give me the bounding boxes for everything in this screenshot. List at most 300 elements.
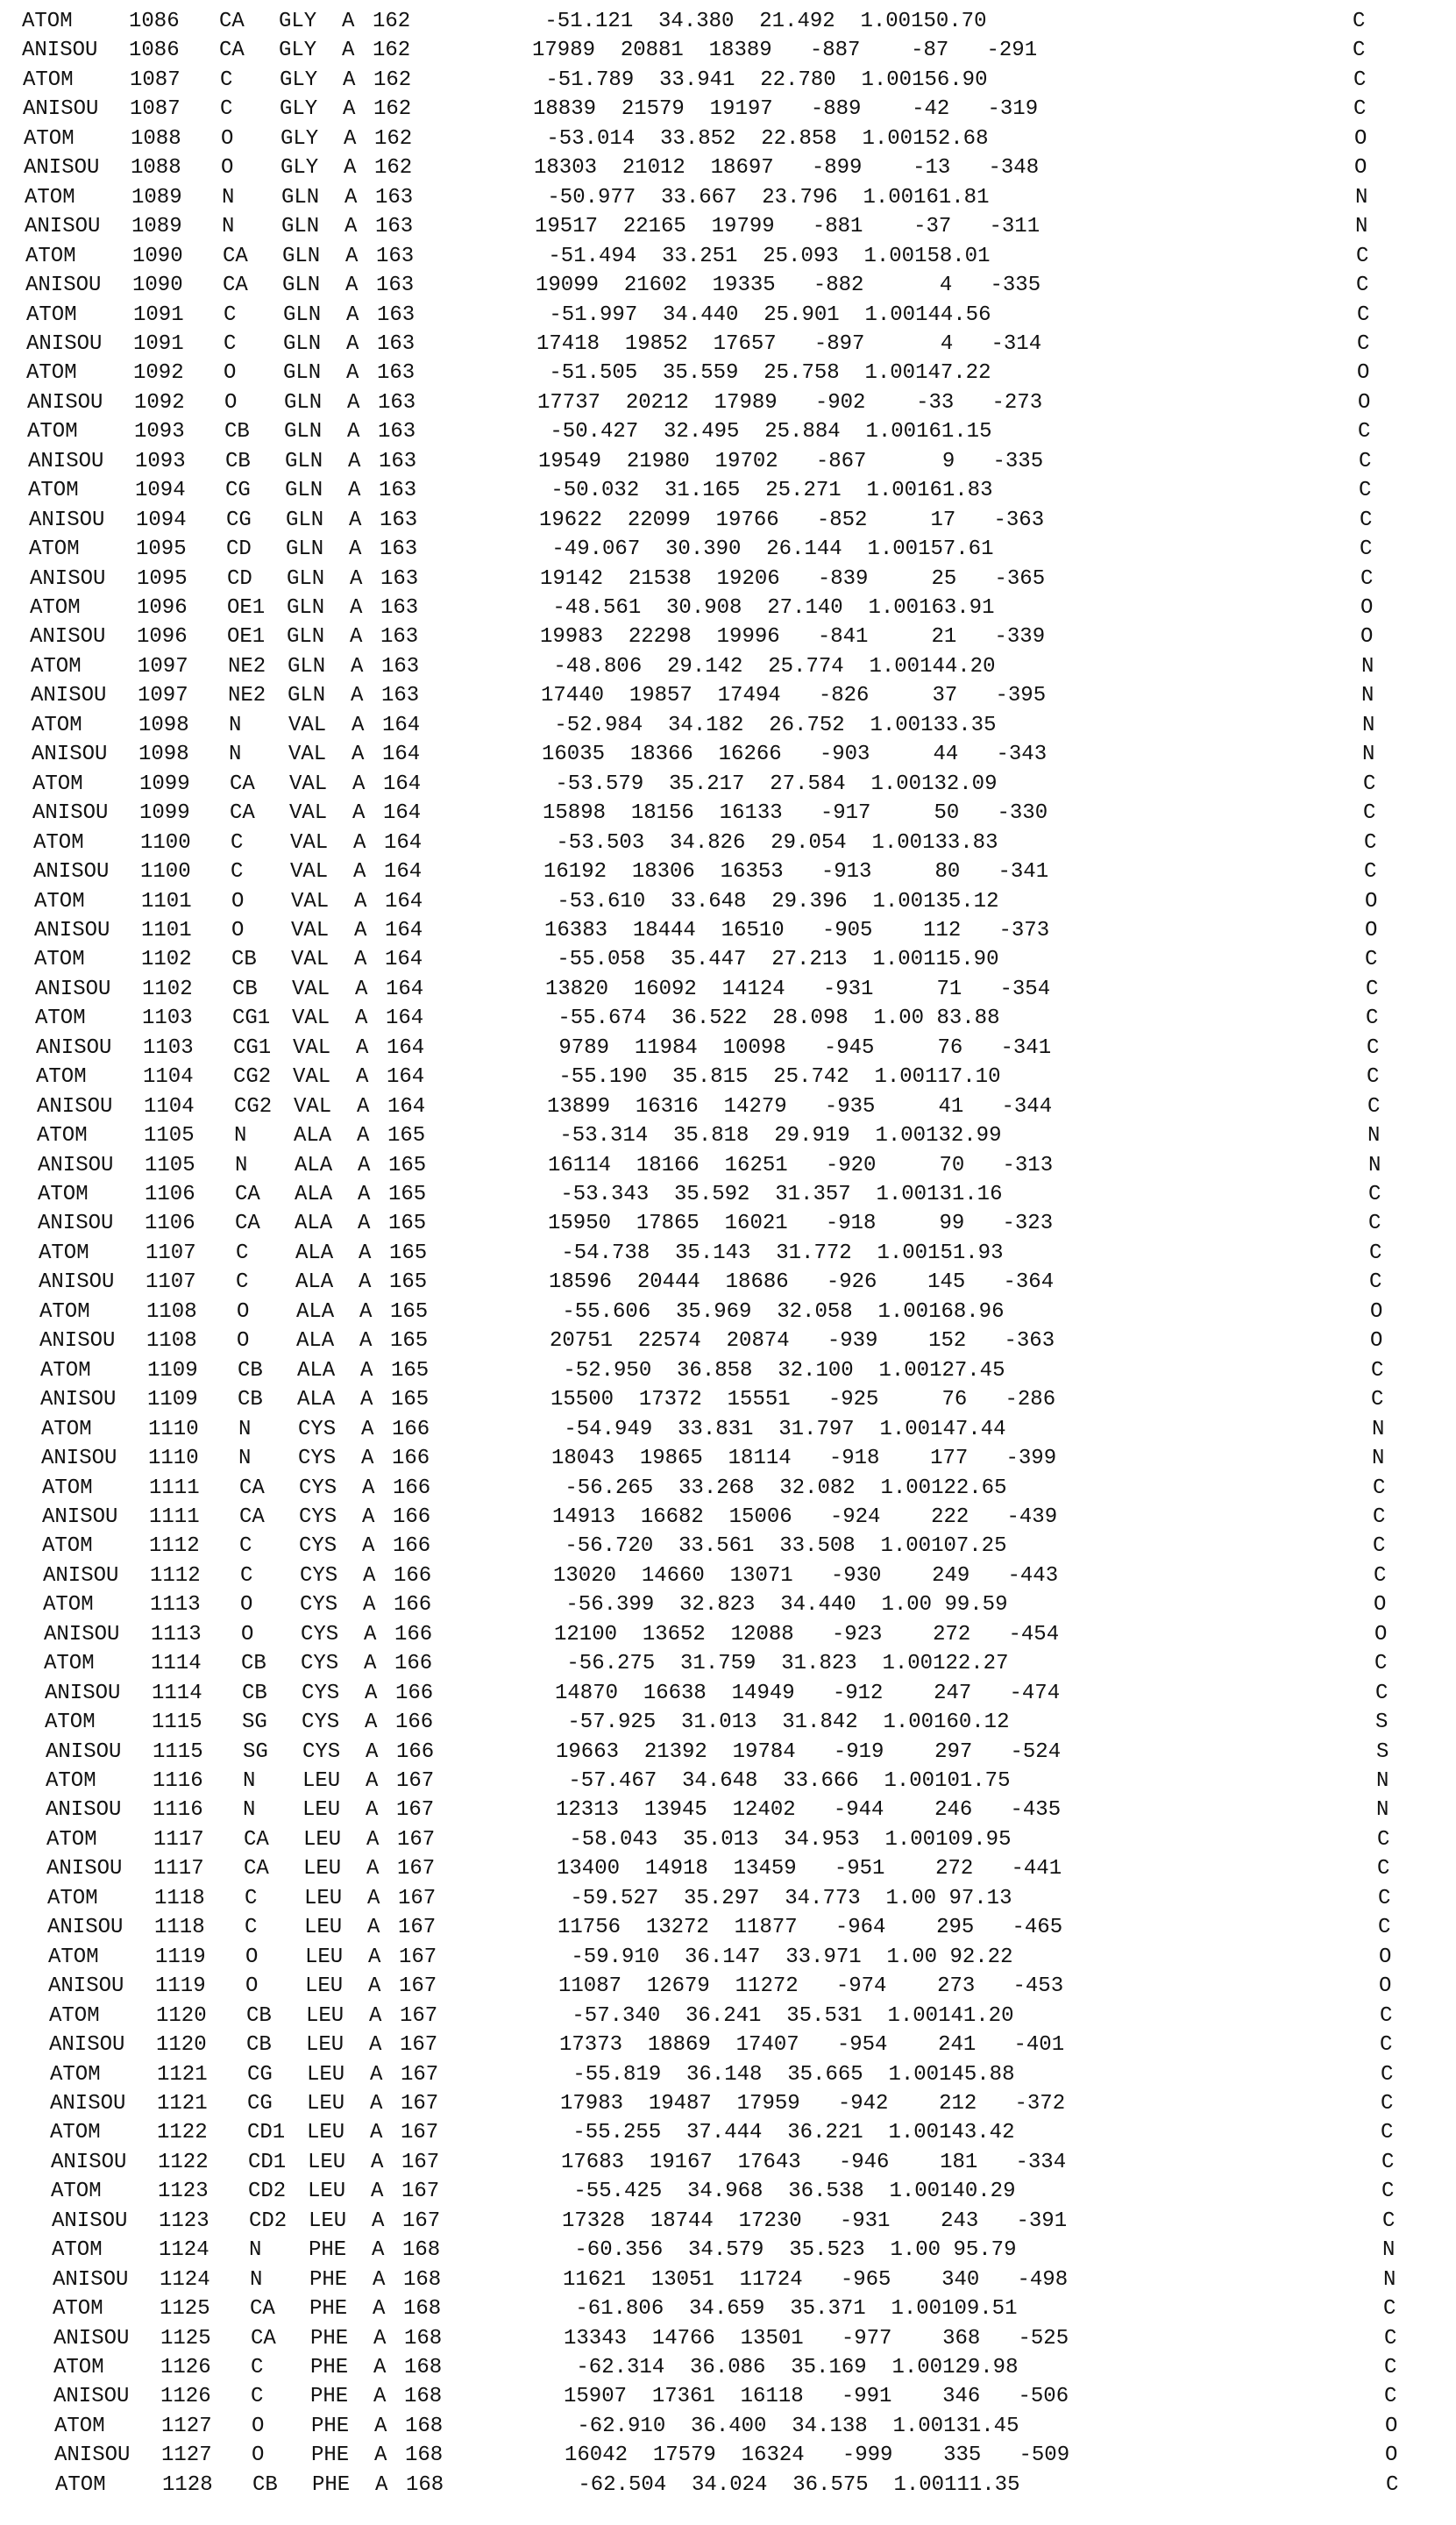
residue-name: PHE <box>310 2326 349 2351</box>
residue-number: 167 <box>398 1886 437 1910</box>
residue-name: GLY <box>279 10 317 33</box>
chain-id: A <box>373 2326 387 2351</box>
chain-id: A <box>352 713 365 737</box>
chain-id: A <box>354 918 367 942</box>
atom-record-row <box>18 1356 1456 1385</box>
atom-serial: 1103 <box>143 1035 194 1060</box>
residue-name: GLN <box>281 215 320 239</box>
residue-name: LEU <box>306 2033 344 2058</box>
atom-serial: 1119 <box>155 1945 206 1969</box>
residue-number: 167 <box>401 2091 439 2116</box>
anisou-record-row <box>4 330 1456 359</box>
element-symbol: C <box>1373 1476 1386 1500</box>
coordinate-data: -48.806 29.142 25.774 1.00144.20 <box>541 654 996 679</box>
chain-id: A <box>354 889 367 914</box>
anisou-record-row <box>10 740 1456 769</box>
record-type: ATOM <box>34 889 85 914</box>
element-symbol: O <box>1374 1622 1388 1647</box>
element-symbol: C <box>1384 2356 1397 2379</box>
atom-record-row <box>25 1825 1456 1854</box>
record-type: ANISOU <box>49 2033 125 2058</box>
element-symbol: C <box>1383 2297 1396 2322</box>
residue-number: 168 <box>405 2443 444 2468</box>
record-type: ATOM <box>48 1945 99 1969</box>
atom-record-row <box>24 1767 1456 1796</box>
chain-id: A <box>373 2356 387 2379</box>
element-symbol: C <box>1374 1563 1387 1588</box>
atom-serial: 1124 <box>159 2238 210 2263</box>
atom-name: C <box>236 1270 249 1295</box>
atom-name: CB <box>242 1681 267 1705</box>
anisou-record-row <box>9 681 1456 710</box>
coordinate-data: 12313 13945 12402 -944 246 -435 <box>556 1798 1062 1823</box>
atom-serial: 1096 <box>137 596 188 620</box>
atom-serial: 1111 <box>149 1476 200 1500</box>
residue-number: 166 <box>393 1504 431 1529</box>
chain-id: A <box>359 1241 372 1265</box>
residue-number: 164 <box>387 1094 426 1119</box>
atom-name: CB <box>246 2003 272 2028</box>
residue-number: 163 <box>375 215 414 239</box>
record-type: ANISOU <box>23 97 99 122</box>
residue-number: 163 <box>380 596 419 620</box>
anisou-record-row <box>13 975 1456 1004</box>
residue-name: GLN <box>287 625 325 650</box>
residue-name: GLY <box>280 97 318 122</box>
atom-serial: 1118 <box>154 1886 205 1910</box>
coordinate-data: 19549 21980 19702 -867 9 -335 <box>538 449 1044 473</box>
element-symbol: C <box>1377 1827 1390 1852</box>
anisou-record-row <box>7 506 1456 535</box>
element-symbol: C <box>1381 2150 1395 2174</box>
chain-id: A <box>370 2062 383 2087</box>
atom-serial: 1110 <box>148 1447 199 1471</box>
record-type: ATOM <box>26 361 77 386</box>
coordinate-data: -53.314 35.818 29.919 1.00132.99 <box>547 1124 1002 1149</box>
chain-id: A <box>357 1124 370 1149</box>
record-type: ANISOU <box>22 39 98 63</box>
coordinate-data: -50.427 32.495 25.884 1.00161.15 <box>537 420 992 445</box>
atom-serial: 1088 <box>131 126 181 151</box>
residue-name: VAL <box>294 1094 332 1119</box>
atom-serial: 1095 <box>137 566 188 591</box>
atom-name: C <box>245 1886 258 1910</box>
residue-name: ALA <box>297 1388 336 1412</box>
element-symbol: C <box>1368 1183 1381 1206</box>
atom-name: CA <box>230 801 255 826</box>
chain-id: A <box>366 1739 379 1764</box>
record-type: ANISOU <box>43 1563 119 1588</box>
chain-id: A <box>362 1534 375 1559</box>
coordinate-data: 16383 18444 16510 -905 112 -373 <box>544 918 1050 942</box>
atom-serial: 1113 <box>151 1622 202 1647</box>
coordinate-data: -51.121 34.380 21.492 1.00150.70 <box>532 10 987 33</box>
residue-name: GLN <box>284 390 323 415</box>
atom-name: C <box>231 830 244 855</box>
residue-number: 164 <box>382 743 421 767</box>
coordinate-data: -56.265 33.268 32.082 1.00122.65 <box>552 1476 1007 1500</box>
coordinate-data: -51.997 34.440 25.901 1.00144.56 <box>536 302 991 327</box>
residue-name: GLY <box>279 39 317 63</box>
record-type: ANISOU <box>24 156 100 181</box>
atom-record-row <box>4 242 1456 271</box>
atom-serial: 1099 <box>139 772 190 796</box>
record-type: ANISOU <box>46 1798 122 1823</box>
element-symbol: C <box>1353 10 1366 33</box>
residue-name: LEU <box>302 1798 341 1823</box>
coordinate-data: 17737 20212 17989 -902 -33 -273 <box>537 390 1043 415</box>
element-symbol: N <box>1355 185 1368 210</box>
element-symbol: C <box>1382 2208 1396 2233</box>
residue-name: GLN <box>283 361 322 386</box>
record-type: ATOM <box>22 10 73 33</box>
residue-name: PHE <box>310 2385 349 2409</box>
atom-serial: 1093 <box>135 449 186 473</box>
atom-record-row <box>32 2412 1456 2441</box>
record-type: ATOM <box>42 1534 93 1559</box>
element-symbol: C <box>1360 508 1373 532</box>
chain-id: A <box>346 361 359 386</box>
chain-id: A <box>350 566 363 591</box>
atom-serial: 1104 <box>143 1065 194 1090</box>
atom-record-row <box>18 1298 1456 1327</box>
anisou-record-row <box>8 622 1456 651</box>
coordinate-data: 17440 19857 17494 -826 37 -395 <box>541 684 1047 708</box>
chain-id: A <box>366 1857 380 1881</box>
atom-record-row <box>19 1415 1456 1444</box>
record-type: ANISOU <box>33 860 110 885</box>
coordinate-data: -55.255 37.444 36.221 1.00143.42 <box>560 2121 1015 2145</box>
residue-name: LEU <box>305 1945 344 1969</box>
coordinate-data: 17418 19852 17657 -897 4 -314 <box>536 331 1042 356</box>
coordinate-data: 17683 19167 17643 -946 181 -334 <box>561 2150 1067 2174</box>
atom-name: CB <box>246 2033 272 2058</box>
atom-serial: 1126 <box>160 2356 211 2379</box>
chain-id: A <box>354 948 367 972</box>
coordinate-data: 12100 13652 12088 -923 272 -454 <box>554 1622 1060 1647</box>
residue-name: LEU <box>307 2091 345 2116</box>
atom-record-row <box>12 945 1456 974</box>
element-symbol: N <box>1361 654 1374 679</box>
atom-serial: 1106 <box>145 1183 195 1206</box>
coordinate-data: 17983 19487 17959 -942 212 -372 <box>560 2091 1066 2116</box>
anisou-record-row <box>6 447 1456 476</box>
atom-serial: 1111 <box>149 1504 200 1529</box>
record-type: ATOM <box>24 126 75 151</box>
atom-serial: 1100 <box>140 830 191 855</box>
element-symbol: C <box>1357 302 1370 327</box>
atom-name: N <box>229 743 242 767</box>
element-symbol: C <box>1353 39 1366 63</box>
element-symbol: C <box>1358 420 1371 445</box>
element-symbol: C <box>1377 1857 1390 1881</box>
record-type: ANISOU <box>37 1094 113 1119</box>
record-type: ANISOU <box>45 1681 121 1705</box>
residue-name: VAL <box>291 948 330 972</box>
record-type: ATOM <box>52 2238 103 2263</box>
residue-number: 167 <box>400 2033 438 2058</box>
chain-id: A <box>358 1183 371 1206</box>
atom-name: CB <box>225 449 251 473</box>
chain-id: A <box>373 2267 386 2292</box>
atom-name: N <box>238 1447 252 1471</box>
coordinate-data: -57.467 34.648 33.666 1.00101.75 <box>556 1769 1011 1793</box>
chain-id: A <box>355 977 368 1001</box>
chain-id: A <box>344 126 357 151</box>
chain-id: A <box>352 772 366 796</box>
residue-number: 164 <box>386 1006 424 1031</box>
atom-serial: 1092 <box>134 390 185 415</box>
element-symbol: C <box>1380 2003 1393 2028</box>
coordinate-data: -62.504 34.024 36.575 1.00111.35 <box>565 2472 1020 2497</box>
chain-id: A <box>359 1270 372 1295</box>
anisou-record-row <box>4 271 1456 300</box>
coordinate-data: -58.043 35.013 34.953 1.00109.95 <box>557 1827 1012 1852</box>
residue-name: CYS <box>301 1622 339 1647</box>
atom-serial: 1100 <box>140 860 191 885</box>
chain-id: A <box>349 508 362 532</box>
record-type: ANISOU <box>30 625 106 650</box>
anisou-record-row <box>18 1385 1456 1414</box>
record-type: ATOM <box>34 948 85 972</box>
chain-id: A <box>349 537 362 562</box>
element-symbol: S <box>1375 1711 1389 1735</box>
atom-serial: 1117 <box>153 1857 204 1881</box>
residue-number: 164 <box>384 830 423 855</box>
atom-record-row <box>31 2294 1456 2323</box>
coordinate-data: -52.984 34.182 26.752 1.00133.35 <box>542 713 997 737</box>
atom-record-row <box>32 2353 1456 2382</box>
residue-name: LEU <box>304 1886 343 1910</box>
atom-serial: 1124 <box>160 2267 210 2292</box>
residue-name: LEU <box>305 1974 344 1999</box>
atom-record-row <box>6 476 1456 505</box>
element-symbol: O <box>1360 596 1374 620</box>
residue-name: ALA <box>295 1183 333 1206</box>
atom-name: CG <box>225 479 251 503</box>
residue-number: 165 <box>388 1212 427 1236</box>
chain-id: A <box>368 1945 381 1969</box>
atom-serial: 1089 <box>131 215 182 239</box>
chain-id: A <box>348 479 361 503</box>
element-symbol: O <box>1385 2443 1398 2468</box>
chain-id: A <box>373 2297 386 2322</box>
element-symbol: C <box>1381 2062 1394 2087</box>
element-symbol: O <box>1360 625 1374 650</box>
atom-name: NE2 <box>228 654 266 679</box>
chain-id: A <box>342 39 355 63</box>
atom-name: CB <box>224 420 250 445</box>
residue-name: ALA <box>296 1299 335 1324</box>
atom-name: O <box>231 889 245 914</box>
atom-name: CA <box>251 2326 276 2351</box>
atom-name: N <box>238 1417 252 1441</box>
chain-id: A <box>375 2472 388 2497</box>
atom-record-row <box>9 652 1456 681</box>
element-symbol: C <box>1381 2121 1394 2145</box>
residue-number: 168 <box>403 2297 442 2322</box>
record-type: ATOM <box>32 772 83 796</box>
record-type: ANISOU <box>30 566 106 591</box>
chain-id: A <box>353 860 366 885</box>
residue-name: VAL <box>288 743 327 767</box>
element-symbol: N <box>1362 713 1375 737</box>
coordinate-data: 17328 18744 17230 -931 243 -391 <box>562 2208 1068 2233</box>
residue-name: ALA <box>295 1241 334 1265</box>
element-symbol: O <box>1385 2414 1398 2438</box>
residue-name: ALA <box>294 1124 332 1149</box>
chain-id: A <box>367 1916 380 1940</box>
residue-name: PHE <box>309 2297 348 2322</box>
residue-number: 168 <box>403 2267 442 2292</box>
atom-serial: 1116 <box>153 1769 203 1793</box>
element-symbol: O <box>1374 1593 1387 1618</box>
element-symbol: C <box>1384 2385 1397 2409</box>
chain-id: A <box>362 1476 375 1500</box>
atom-serial: 1122 <box>158 2150 209 2174</box>
record-type: ATOM <box>27 420 78 445</box>
atom-serial: 1128 <box>162 2472 213 2497</box>
atom-serial: 1116 <box>153 1798 203 1823</box>
residue-name: VAL <box>290 860 329 885</box>
coordinate-data: 16192 18306 16353 -913 80 -341 <box>543 860 1049 885</box>
record-type: ATOM <box>55 2472 106 2497</box>
atom-name: CA <box>235 1212 260 1236</box>
anisou-record-row <box>25 1913 1456 1942</box>
atom-name: C <box>240 1563 253 1588</box>
element-symbol: O <box>1365 889 1378 914</box>
atom-name: O <box>221 156 234 181</box>
anisou-record-row <box>11 857 1456 886</box>
atom-serial: 1112 <box>149 1534 200 1559</box>
atom-name: C <box>231 860 244 885</box>
atom-serial: 1108 <box>146 1299 197 1324</box>
coordinate-data: 16114 18166 16251 -920 70 -313 <box>548 1153 1054 1177</box>
residue-number: 166 <box>394 1652 433 1676</box>
atom-serial: 1107 <box>146 1270 196 1295</box>
coordinate-data: 15500 17372 15551 -925 76 -286 <box>550 1388 1056 1412</box>
atom-name: CG1 <box>233 1035 272 1060</box>
residue-number: 165 <box>389 1270 428 1295</box>
element-symbol: S <box>1376 1739 1389 1764</box>
chain-id: A <box>343 68 356 92</box>
atom-name: O <box>221 126 234 151</box>
anisou-record-row <box>19 1444 1456 1473</box>
record-type: ANISOU <box>31 684 107 708</box>
chain-id: A <box>371 2180 384 2204</box>
residue-number: 163 <box>381 684 420 708</box>
chain-id: A <box>345 244 359 268</box>
coordinate-data: -51.494 33.251 25.093 1.00158.01 <box>536 244 991 268</box>
element-symbol: C <box>1369 1270 1382 1295</box>
atom-name: N <box>243 1769 256 1793</box>
element-symbol: N <box>1367 1124 1381 1149</box>
record-type: ATOM <box>43 1593 94 1618</box>
atom-name: CB <box>252 2472 278 2497</box>
chain-id: A <box>360 1358 373 1383</box>
residue-number: 167 <box>401 2180 440 2204</box>
atom-serial: 1118 <box>154 1916 205 1940</box>
atom-name: N <box>222 185 235 210</box>
element-symbol: C <box>1367 1065 1380 1090</box>
element-symbol: C <box>1369 1241 1382 1265</box>
record-type: ATOM <box>37 1124 88 1149</box>
element-symbol: N <box>1361 684 1374 708</box>
atom-record-row <box>14 1063 1456 1092</box>
coordinate-data: -53.579 35.217 27.584 1.00132.09 <box>543 772 998 796</box>
residue-number: 164 <box>387 1035 425 1060</box>
coordinate-data: -56.275 31.759 31.823 1.00122.27 <box>554 1652 1009 1676</box>
residue-number: 164 <box>385 948 423 972</box>
coordinate-data: -57.340 36.241 35.531 1.00141.20 <box>559 2003 1014 2028</box>
record-type: ANISOU <box>48 1974 124 1999</box>
chain-id: A <box>365 1681 378 1705</box>
anisou-record-row <box>30 2207 1456 2236</box>
coordinate-data: -49.067 30.390 26.144 1.00157.61 <box>539 537 994 562</box>
coordinate-data: 19622 22099 19766 -852 17 -363 <box>539 508 1045 532</box>
residue-name: GLN <box>288 654 326 679</box>
atom-serial: 1096 <box>137 625 188 650</box>
element-symbol: N <box>1372 1417 1385 1441</box>
atom-name: O <box>224 390 238 415</box>
chain-id: A <box>344 215 358 239</box>
atom-name: N <box>222 215 235 239</box>
residue-name: PHE <box>309 2238 347 2263</box>
residue-name: VAL <box>293 1035 331 1060</box>
atom-name: C <box>239 1534 252 1559</box>
residue-number: 167 <box>398 1916 437 1940</box>
record-type: ANISOU <box>34 918 110 942</box>
coordinate-data: -53.610 33.648 29.396 1.00135.12 <box>544 889 999 914</box>
coordinate-data: -55.190 35.815 25.742 1.00117.10 <box>546 1065 1001 1090</box>
element-symbol: C <box>1356 244 1369 268</box>
chain-id: A <box>345 274 359 298</box>
anisou-record-row <box>26 1972 1456 2001</box>
residue-name: ALA <box>296 1329 335 1354</box>
chain-id: A <box>364 1652 377 1676</box>
residue-number: 168 <box>404 2385 443 2409</box>
chain-id: A <box>361 1447 374 1471</box>
atom-name: C <box>220 97 233 122</box>
atom-name: CG <box>226 508 252 532</box>
residue-name: CYS <box>300 1563 338 1588</box>
atom-name: CA <box>250 2297 275 2322</box>
atom-name: CA <box>244 1827 269 1852</box>
record-type: ANISOU <box>53 2326 130 2351</box>
element-symbol: C <box>1386 2472 1399 2497</box>
chain-id: A <box>362 1504 375 1529</box>
record-type: ATOM <box>49 2003 100 2028</box>
atom-record-row <box>28 2118 1456 2147</box>
chain-id: A <box>344 185 358 210</box>
chain-id: A <box>374 2414 387 2438</box>
coordinate-data: -53.503 34.826 29.054 1.00133.83 <box>543 830 998 855</box>
coordinate-data: -51.505 35.559 25.758 1.00147.22 <box>536 361 991 386</box>
residue-number: 166 <box>394 1622 433 1647</box>
atom-record-row <box>20 1532 1456 1561</box>
record-type: ATOM <box>28 479 79 503</box>
coordinate-data: 11087 12679 11272 -974 273 -453 <box>558 1974 1064 1999</box>
chain-id: A <box>348 449 361 473</box>
atom-name: N <box>243 1798 256 1823</box>
residue-number: 163 <box>379 449 417 473</box>
residue-name: CYS <box>298 1417 337 1441</box>
residue-name: LEU <box>309 2208 347 2233</box>
chain-id: A <box>366 1798 379 1823</box>
atom-serial: 1121 <box>157 2091 208 2116</box>
atom-name: CG2 <box>233 1065 272 1090</box>
atom-record-row <box>2 124 1456 153</box>
